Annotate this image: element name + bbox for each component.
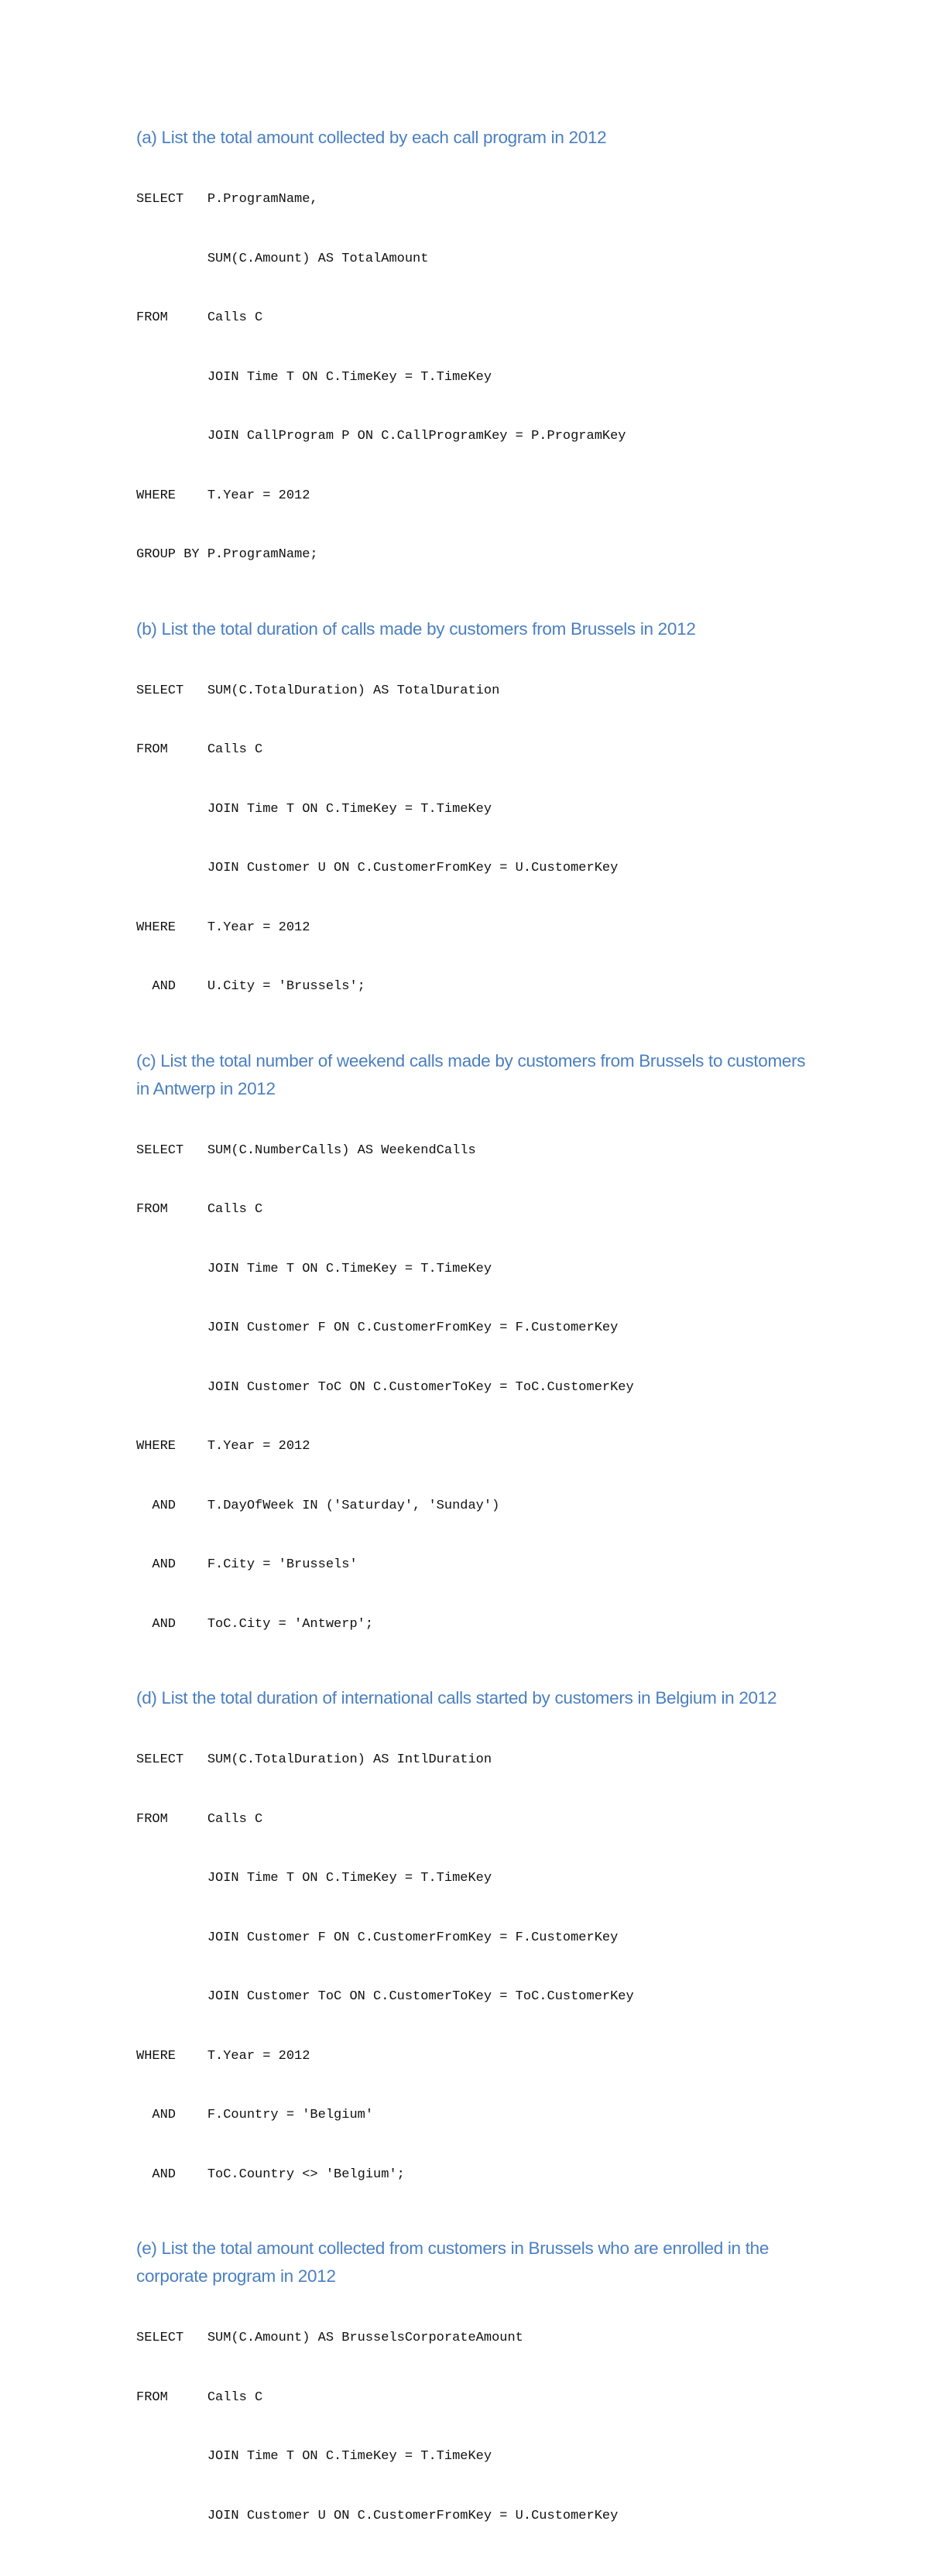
code-line: SELECT SUM(C.Amount) AS BrusselsCorporateAmount xyxy=(136,2331,523,2345)
code-line: JOIN Time T ON C.TimeKey = T.TimeKey xyxy=(136,369,492,385)
code-line: GROUP BY P.ProgramName; xyxy=(136,547,318,562)
section-d xyxy=(136,1684,818,2224)
section-heading: (c) List the total number of weekend calls made by customers from Brussels to customers in Antwerp in 2012 xyxy=(136,1050,806,1098)
code-line: JOIN Time T ON C.TimeKey = T.TimeKey xyxy=(136,2449,492,2464)
code-line: SELECT SUM(C.NumberCalls) AS WeekendCalls xyxy=(136,1142,476,1158)
code-line: SELECT SUM(C.TotalDuration) AS TotalDuration xyxy=(136,683,500,698)
section-b xyxy=(136,615,818,1036)
sql-code-block xyxy=(136,1711,818,2224)
code-line: FROM Calls C xyxy=(136,1811,263,1827)
code-line: JOIN Customer F ON C.CustomerFromKey = F.CustomerKey xyxy=(136,1321,619,1335)
sql-code-block xyxy=(136,150,818,605)
section-heading: (e) List the total amount collected from customers in Brussels who are enrolled in the corporate program in 2012 xyxy=(136,2239,770,2286)
code-line: JOIN Customer F ON C.CustomerFromKey = F.CustomerKey xyxy=(136,1930,619,1945)
section-heading: (a) List the total amount collected by each call program in 2012 xyxy=(136,128,607,147)
code-line: AND U.City = 'Brussels'; xyxy=(136,979,365,994)
sql-code-block xyxy=(136,642,818,1036)
code-line: AND F.City = 'Brussels' xyxy=(136,1557,358,1572)
section-heading: (b) List the total duration of calls made by customers from Brussels in 2012 xyxy=(136,618,696,639)
code-line: FROM Calls C xyxy=(136,1202,263,1217)
code-line: WHERE T.Year = 2012 xyxy=(136,920,310,935)
code-line: WHERE T.Year = 2012 xyxy=(136,488,310,503)
code-line: WHERE T.Year = 2012 xyxy=(136,1439,310,1454)
code-line: JOIN CallProgram P ON C.CallProgramKey = P.ProgramKey xyxy=(136,429,626,444)
code-line: FROM Calls C xyxy=(136,310,263,325)
code-line: AND ToC.Country <> 'Belgium'; xyxy=(136,2167,405,2182)
code-line: JOIN Time T ON C.TimeKey = T.TimeKey xyxy=(136,801,492,817)
code-line: JOIN Time T ON C.TimeKey = T.TimeKey xyxy=(136,1261,492,1276)
sql-code-block xyxy=(136,2289,818,2565)
code-line: AND F.Country = 'Belgium' xyxy=(136,2108,374,2122)
code-line: AND ToC.City = 'Antwerp'; xyxy=(136,1616,374,1632)
section-e xyxy=(136,2235,818,2565)
code-line: WHERE T.Year = 2012 xyxy=(136,2048,310,2064)
code-line: AND T.DayOfWeek IN ('Saturday', 'Sunday') xyxy=(136,1498,500,1513)
code-line: JOIN Customer ToC ON C.CustomerToKey = ToC.CustomerKey xyxy=(136,1989,634,2004)
section-c xyxy=(136,1047,818,1674)
code-line: FROM Calls C xyxy=(136,2389,263,2405)
document-page xyxy=(136,124,818,2576)
section-heading: (d) List the total duration of international calls started by customers in Belgium in 2012 xyxy=(136,1688,777,1708)
sql-code-block xyxy=(136,1101,818,1674)
code-line: SELECT P.ProgramName, xyxy=(136,192,318,207)
code-line: JOIN Time T ON C.TimeKey = T.TimeKey xyxy=(136,1871,492,1886)
code-line: SELECT SUM(C.TotalDuration) AS IntlDuration xyxy=(136,1752,492,1767)
code-line: JOIN Customer U ON C.CustomerFromKey = U.CustomerKey xyxy=(136,2508,619,2523)
code-line: FROM Calls C xyxy=(136,742,263,757)
code-line: SUM(C.Amount) AS TotalAmount xyxy=(136,251,429,266)
code-line: JOIN Customer U ON C.CustomerFromKey = U.CustomerKey xyxy=(136,861,619,875)
code-line: JOIN Customer ToC ON C.CustomerToKey = ToC.CustomerKey xyxy=(136,1379,634,1395)
section-a xyxy=(136,124,818,605)
